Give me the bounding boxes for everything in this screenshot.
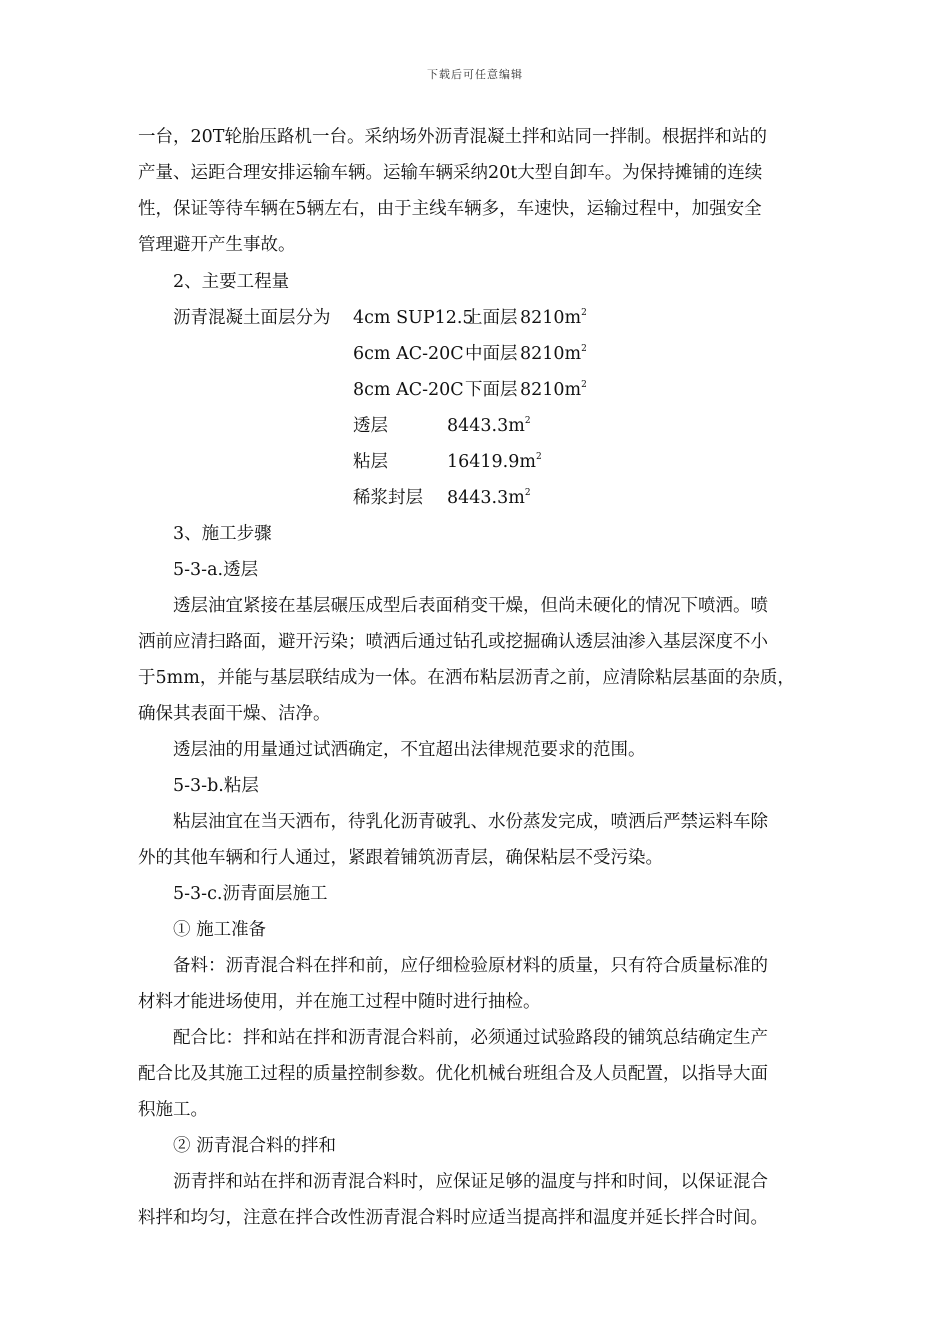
section-heading: 3、施工步骤: [173, 524, 272, 544]
quantity-layer: 上面层: [465, 308, 518, 328]
quantity-area: $8210m^2$: [520, 380, 587, 400]
subsection-heading: 5-3-c.沥青面层施工: [173, 884, 328, 904]
quantity-layer: 中面层: [465, 344, 518, 364]
paragraph-line: 积施工。: [138, 1100, 208, 1120]
quantity-layer: 下面层: [465, 380, 518, 400]
subsection-heading: 5-3-b.粘层: [173, 776, 259, 796]
quantity-intro: 沥青混凝土面层分为: [173, 308, 331, 328]
quantity-spec: 透层: [353, 416, 388, 436]
paragraph-line: 一台，20T轮胎压路机一台。采纳场外沥青混凝土拌和站同一拌制。根据拌和站的: [138, 127, 767, 147]
paragraph-line: 洒前应清扫路面，避开污染；喷洒后通过钻孔或挖掘确认透层油渗入基层深度不小: [138, 632, 768, 652]
paragraph-line: 备料：沥青混合料在拌和前，应仔细检验原材料的质量，只有符合质量标准的: [173, 956, 768, 976]
subsection-heading: 5-3-a.透层: [173, 560, 259, 580]
paragraph-line: 管理避开产生事故。: [138, 235, 296, 255]
paragraph-line: 产量、运距合理安排运输车辆。运输车辆采纳20t大型自卸车。为保持摊铺的连续: [138, 163, 763, 183]
paragraph-line: 配合比：拌和站在拌和沥青混合料前，必须通过试验路段的铺筑总结确定生产: [173, 1028, 768, 1048]
quantity-area: $8210m^2$: [520, 308, 587, 328]
quantity-area: $16419.9m^2$: [447, 452, 542, 472]
paragraph-line: 性，保证等待车辆在5辆左右，由于主线车辆多，车速快，运输过程中，加强安全: [138, 199, 762, 219]
paragraph-line: 料拌和均匀，注意在拌合改性沥青混合料时应适当提高拌和温度并延长拌合时间。: [138, 1208, 768, 1228]
paragraph-line: 确保其表面干燥、洁净。: [138, 704, 331, 724]
quantity-spec: 4cm SUP12.5: [353, 308, 474, 328]
quantity-spec: 粘层: [353, 452, 388, 472]
paragraph-line: 配合比及其施工过程的质量控制参数。优化机械台班组合及人员配置，以指导大面: [138, 1064, 768, 1084]
quantity-spec: 8cm AC-20C: [353, 380, 464, 400]
item-heading: ② 沥青混合料的拌和: [173, 1136, 337, 1156]
quantity-spec: 稀浆封层: [353, 488, 423, 508]
paragraph-line: 透层油宜紧接在基层碾压成型后表面稍变干燥，但尚未硬化的情况下喷洒。喷: [173, 596, 768, 616]
paragraph-line: 外的其他车辆和行人通过，紧跟着铺筑沥青层，确保粘层不受污染。: [138, 848, 663, 868]
quantity-area: $8210m^2$: [520, 344, 587, 364]
item-heading: ① 施工准备: [173, 920, 267, 940]
paragraph-line: 于5mm，并能与基层联结成为一体。在洒布粘层沥青之前，应清除粘层基面的杂质，: [138, 668, 795, 688]
quantity-area: $8443.3m^2$: [447, 416, 531, 436]
paragraph-line: 粘层油宜在当天洒布，待乳化沥青破乳、水份蒸发完成，喷洒后严禁运料车除: [173, 812, 768, 832]
paragraph-line: 沥青拌和站在拌和沥青混合料时，应保证足够的温度与拌和时间，以保证混合: [173, 1172, 768, 1192]
paragraph-line: 材料才能进场使用，并在施工过程中随时进行抽检。: [138, 992, 541, 1012]
section-heading: 2、主要工程量: [173, 272, 290, 292]
quantity-area: $8443.3m^2$: [447, 488, 531, 508]
page-header: 下载后可任意编辑: [427, 68, 523, 81]
quantity-spec: 6cm AC-20C: [353, 344, 464, 364]
paragraph-line: 透层油的用量通过试洒确定，不宜超出法律规范要求的范围。: [173, 740, 646, 760]
